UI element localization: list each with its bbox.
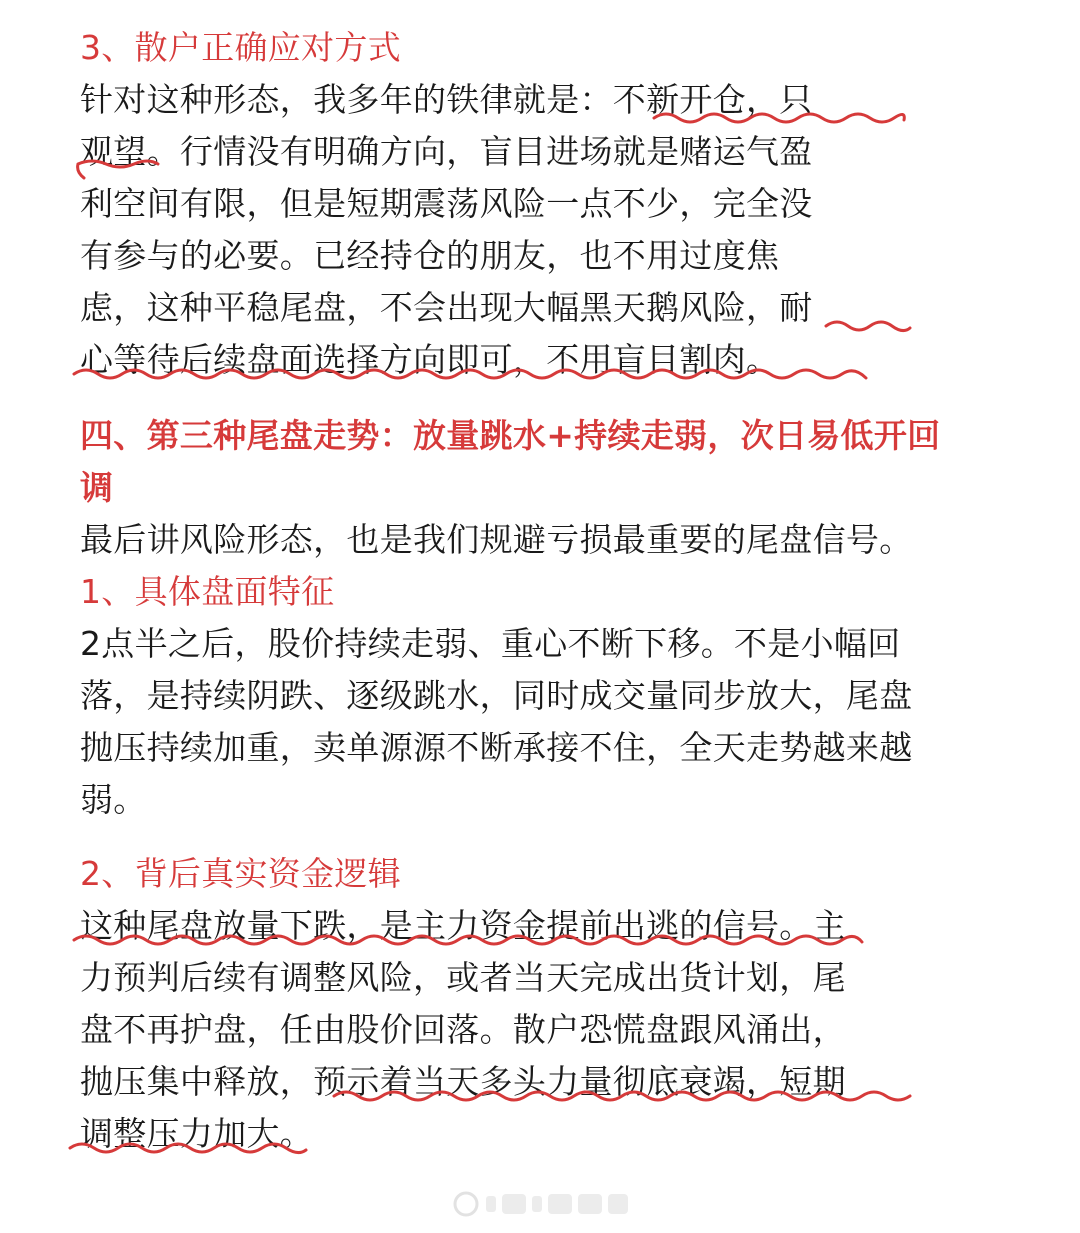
subsection-1-line: 抛压持续加重，卖单源源不断承接不住，全天走势越来越 [80,728,913,767]
subsection-1-line: 落，是持续阴跌、逐级跳水，同时成交量同步放大，尾盘 [80,676,913,715]
subsection-2-line: 力预判后续有调整风险，或者当天完成出货计划，尾 [80,958,846,997]
wavy-underline [824,318,914,338]
section-4-title: 四、第三种尾盘走势：放量跳水+持续走弱，次日易低开回 [80,416,941,455]
subsection-1-heading: 1、具体盘面特征 [80,572,335,611]
subsection-2-line: 这种尾盘放量下跌，是主力资金提前出逃的信号。主 [80,906,846,945]
section-4-title-continued: 调 [80,468,114,507]
section-3-line: 观望。行情没有明确方向，盲目进场就是赌运气盈 [80,132,813,171]
section-3-line: 利空间有限，但是短期震荡风险一点不少，完全没 [80,184,813,223]
section-3-line: 心等待后续盘面选择方向即可，不用盲目割肉。 [80,340,780,379]
section-3-heading: 3、散户正确应对方式 [80,28,401,67]
watermark-logo-icon [452,1190,632,1218]
subsection-1-line: 2点半之后，股价持续走弱、重心不断下移。不是小幅回 [80,624,901,663]
subsection-2-line: 抛压集中释放，预示着当天多头力量彻底衰竭，短期 [80,1062,846,1101]
subsection-2-heading: 2、背后真实资金逻辑 [80,854,401,893]
section-3-line: 针对这种形态，我多年的铁律就是：不新开仓，只 [80,80,813,119]
section-3-line: 有参与的必要。已经持仓的朋友，也不用过度焦 [80,236,780,275]
subsection-1-line: 弱。 [80,780,147,819]
section-3-line: 虑，这种平稳尾盘，不会出现大幅黑天鹅风险，耐 [80,288,813,327]
subsection-2-line: 盘不再护盘，任由股价回落。散户恐慌盘跟风涌出， [80,1010,846,1049]
subsection-2-line: 调整压力加大。 [80,1114,314,1153]
section-4-intro: 最后讲风险形态，也是我们规避亏损最重要的尾盘信号。 [80,520,913,559]
